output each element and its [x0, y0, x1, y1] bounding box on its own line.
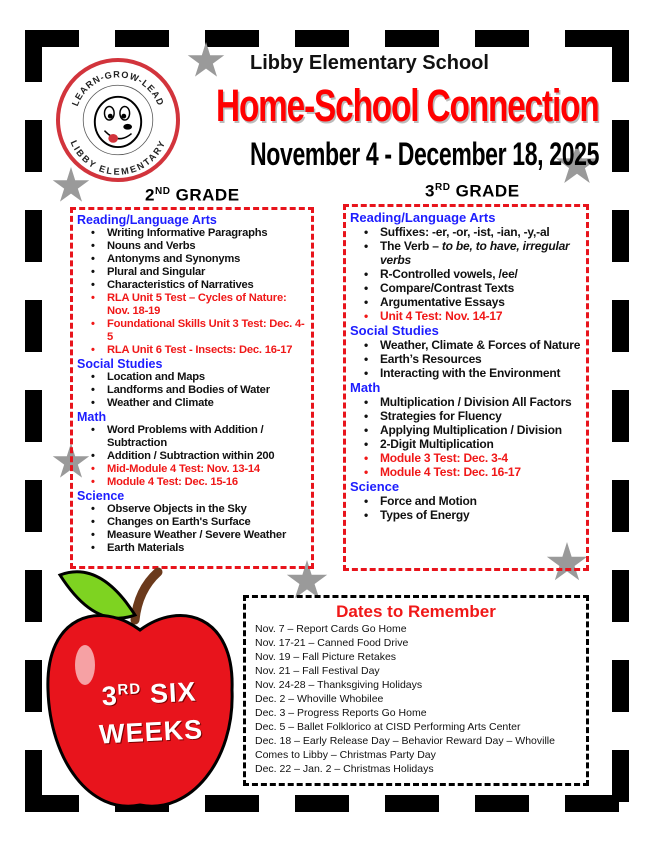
item-text: Module 4 Test: Dec. 15-16: [107, 476, 238, 488]
test-date-item: [350, 451, 582, 465]
item-text: Landforms and Bodies of Water: [107, 384, 270, 396]
item-text: Plural and Singular: [107, 266, 206, 278]
item-text: Multiplication / Division All Factors: [380, 395, 572, 409]
topic-item: [350, 267, 582, 281]
section-heading: Math: [350, 380, 381, 395]
item-text: Module 4 Test: Dec. 16-17: [380, 465, 521, 479]
test-date-item: [77, 476, 307, 489]
topic-list: [350, 225, 582, 323]
grade-sup: ND: [154, 186, 171, 197]
topic-item: [350, 508, 582, 522]
date-entry: Nov. 19 – Fall Picture Retakes: [255, 651, 397, 663]
item-text: RLA Unit 5 Test – Cycles of Nature: Nov. 18-19: [107, 292, 287, 317]
section-heading: Social Studies: [77, 357, 163, 371]
topic-item: [350, 281, 582, 295]
test-date-item: [77, 344, 307, 357]
section-heading: Math: [77, 410, 107, 424]
item-text: Earth Materials: [107, 542, 185, 554]
topic-item: [77, 384, 307, 397]
topic-list: [77, 227, 307, 357]
section-heading: Reading/Language Arts: [77, 213, 217, 227]
topic-item: [350, 239, 582, 267]
item-text: Module 3 Test: Dec. 3-4: [380, 451, 508, 465]
dates-list: [255, 622, 577, 776]
item-text: Writing Informative Paragraphs: [107, 227, 268, 239]
test-date-item: [77, 318, 307, 344]
topic-item: [77, 253, 307, 266]
item-text: Weather, Climate & Forces of Nature: [380, 338, 581, 352]
date-entry: Comes to Libby – Christmas Party Day: [255, 749, 436, 761]
section-heading: Science: [77, 489, 125, 503]
dates-title: Dates to Remember: [336, 602, 496, 621]
item-text: Types of Energy: [380, 508, 470, 522]
apple-sup: RD: [117, 680, 142, 699]
item-text: RLA Unit 6 Test - Insects: Dec. 16-17: [107, 344, 293, 356]
item-text: Compare/Contrast Texts: [380, 281, 515, 295]
item-text: Earth’s Resources: [380, 352, 482, 366]
item-text: The Verb –: [380, 239, 442, 253]
date-range: November 4 - December 18, 2025: [250, 136, 600, 172]
page-border-right: [612, 30, 629, 812]
item-text: Changes on Earth's Surface: [107, 516, 251, 528]
topic-item: [77, 227, 307, 240]
topic-item: [350, 409, 582, 423]
logo-text-bottom: LIBBY ELEMENTARY: [68, 138, 168, 177]
item-text: Interacting with the Environment: [380, 366, 561, 380]
star-icon: [187, 42, 225, 80]
item-text: Location and Maps: [107, 371, 205, 383]
topic-item: [350, 338, 582, 352]
topic-list: [350, 338, 582, 380]
topic-list: [77, 371, 307, 410]
topic-list: [350, 395, 582, 479]
topic-item: [350, 395, 582, 409]
bulldog-mascot-icon: [95, 97, 141, 147]
test-date-item: [77, 292, 307, 318]
topic-item: [77, 266, 307, 279]
item-text: Measure Weather / Severe Weather: [107, 529, 287, 541]
item-text: Nouns and Verbs: [107, 240, 196, 252]
item-text: Force and Motion: [380, 494, 477, 508]
topic-item: [350, 423, 582, 437]
item-text: Applying Multiplication / Division: [380, 423, 562, 437]
section-heading: Reading/Language Arts: [350, 210, 496, 225]
topic-list: [77, 424, 307, 489]
test-date-item: [77, 463, 307, 476]
topic-item: [77, 240, 307, 253]
grade-2-heading: [145, 182, 240, 206]
topic-item: [77, 450, 307, 463]
six-weeks-label: [78, 666, 222, 754]
item-text: Characteristics of Narratives: [107, 279, 254, 291]
item-text: Observe Objects in the Sky: [107, 503, 247, 515]
grade-3-box: [343, 204, 589, 571]
grade-label: GRADE: [175, 185, 240, 205]
test-date-item: [350, 309, 582, 323]
topic-item: [77, 371, 307, 384]
grade-sup: RD: [434, 182, 451, 193]
item-text: Suffixes: -er, -or, -ist, -ian, -y,-al: [380, 225, 550, 239]
item-text: Addition / Subtraction within 200: [107, 450, 275, 462]
logo-text-top: LEARN-GROW-LEAD: [70, 69, 166, 108]
section-heading: Social Studies: [350, 323, 439, 338]
date-entry: Dec. 18 – Early Release Day – Behavior Reward Day – Whoville: [255, 735, 555, 747]
date-entry: Dec. 5 – Ballet Folklorico at CISD Performing Arts Center: [255, 721, 521, 733]
apple-word: SIX: [149, 676, 198, 709]
date-entry: Dec. 2 – Whoville Whobilee: [255, 693, 384, 705]
topic-item: [77, 397, 307, 410]
school-name: Libby Elementary School: [250, 52, 489, 74]
item-text: Mid-Module 4 Test: Nov. 13-14: [107, 463, 260, 475]
apple-num: 3: [101, 680, 119, 712]
topic-list: [350, 494, 582, 522]
topic-item: [350, 225, 582, 239]
grade-num: 3: [425, 181, 435, 201]
topic-item: [350, 366, 582, 380]
item-text: Argumentative Essays: [380, 295, 505, 309]
topic-item: [350, 352, 582, 366]
newsletter-title: Home-School Connection: [216, 80, 599, 131]
topic-list: [77, 503, 307, 555]
item-text: Weather and Climate: [107, 397, 214, 409]
page-border-top: [25, 30, 629, 47]
grade-2-box: [70, 207, 314, 569]
section-heading: Science: [350, 479, 400, 494]
item-text: Word Problems with Addition / Subtraction: [107, 424, 264, 449]
grade-3-heading: [425, 178, 520, 202]
item-text: R-Controlled vowels, /ee/: [380, 267, 518, 281]
topic-item: [350, 437, 582, 451]
item-text: Foundational Skills Unit 3 Test: Dec. 4-5: [107, 318, 305, 343]
school-logo: [56, 58, 180, 182]
topic-item: [350, 295, 582, 309]
topic-item: [350, 494, 582, 508]
date-entry: Nov. 24-28 – Thanksgiving Holidays: [255, 679, 423, 691]
date-entry: Nov. 7 – Report Cards Go Home: [255, 623, 407, 635]
item-text: Strategies for Fluency: [380, 409, 502, 423]
apple-line2: WEEKS: [98, 714, 204, 750]
item-text: Antonyms and Synonyms: [107, 253, 241, 265]
item-italic-text: to be, to have, irregular verbs: [380, 239, 570, 267]
item-text: 2-Digit Multiplication: [380, 437, 494, 451]
item-text: Unit 4 Test: Nov. 14-17: [380, 309, 503, 323]
topic-item: [77, 529, 307, 542]
topic-item: [77, 424, 307, 450]
dates-to-remember-box: [243, 595, 589, 786]
date-entry: Nov. 21 – Fall Festival Day: [255, 665, 380, 677]
date-entry: Dec. 3 – Progress Reports Go Home: [255, 707, 427, 719]
topic-item: [77, 516, 307, 529]
topic-item: [77, 279, 307, 292]
date-entry: Dec. 22 – Jan. 2 – Christmas Holidays: [255, 763, 434, 775]
topic-item: [77, 503, 307, 516]
topic-item: [77, 542, 307, 555]
date-entry: Nov. 17-21 – Canned Food Drive: [255, 637, 409, 649]
grade-label: GRADE: [455, 181, 520, 201]
test-date-item: [350, 465, 582, 479]
grade-num: 2: [145, 185, 155, 205]
